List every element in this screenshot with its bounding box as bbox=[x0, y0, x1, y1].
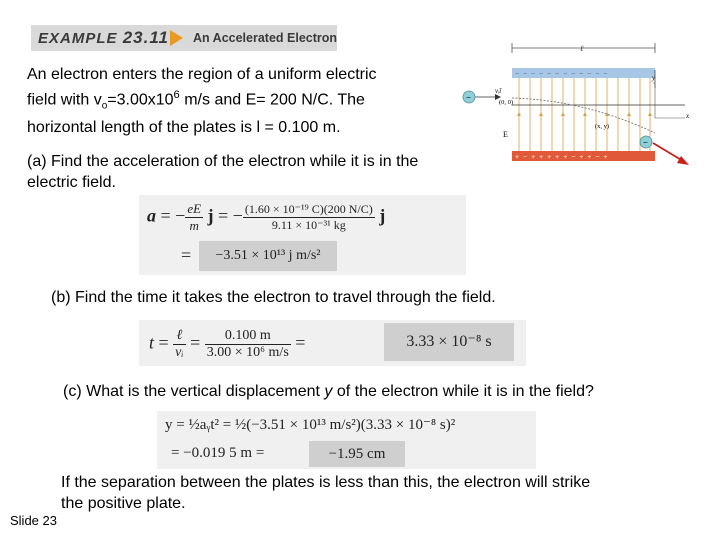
length-label: ℓ bbox=[580, 44, 584, 53]
point-label: (x, y) bbox=[595, 123, 610, 130]
displacement-equation-line1: y = ½aᵧt² = ½(−3.51 × 10¹³ m/s²)(3.33 × 10⁻⁸ s)² bbox=[165, 417, 456, 433]
example-tag: EXAMPLE 23.11 bbox=[38, 28, 169, 47]
x-axis-label: x bbox=[686, 112, 690, 120]
negative-plate-signs: − − − − − − − − − − − − bbox=[515, 71, 609, 78]
intro-line-2: field with $v_o=3.00x10^6$ m/s and E= 200 N/C. The bbox=[27, 89, 365, 112]
conclusion-text: If the separation between the plates is less than this, the electron will strike the positive plate. bbox=[61, 474, 591, 512]
banner-arrow-icon bbox=[170, 30, 183, 46]
displacement-result: −1.95 cm bbox=[309, 441, 405, 467]
acceleration-equation: a = − $\frac{eE}{m}$ j = − $\frac{\text{(1.60 × 10⁻¹⁹ C)(200 N/C)}}{\text{9.11 × 10⁻³¹ kg}}$ j = −3.51 × 10¹³ j m/s² bbox=[139, 195, 466, 275]
field-label: E bbox=[503, 130, 508, 139]
time-equation: t = $\frac{\text{ℓ}}{\text{vᵢ}}$ = $\frac{0.100 m}{\text{3.00 × 10⁶ m/s}}$ = 3.33 × 10⁻⁸ s bbox=[139, 320, 526, 366]
intro-paragraph bbox=[27, 64, 427, 138]
acceleration-equation-line1: a = − $\frac{eE}{m}$ j = − $\frac{\text{(1.60 × 10⁻¹⁹ C)(200 N/C)}}{\text{9.11 × 10⁻³¹ kg}}$ j bbox=[147, 201, 386, 233]
question-c: (c) What is the vertical displacement y of the electron while it is in the field? bbox=[63, 383, 594, 400]
example-title: An Accelerated Electron bbox=[193, 31, 338, 45]
question-a: (a) Find the acceleration of the electron while it is in the electric field. bbox=[27, 153, 419, 191]
acceleration-result: −3.51 × 10¹³ j m/s² bbox=[199, 241, 337, 271]
origin-label: (0, 0) bbox=[499, 99, 514, 106]
exit-trajectory bbox=[653, 143, 683, 161]
y-axis-label: y bbox=[652, 74, 656, 82]
electron-deflection-figure bbox=[455, 38, 695, 180]
svg-text:−: − bbox=[643, 138, 648, 147]
svg-text:−: − bbox=[466, 93, 471, 102]
displacement-equation-line2: = −0.019 5 m = bbox=[171, 445, 265, 461]
slide-number: Slide 23 bbox=[10, 513, 57, 528]
intro-line-3: horizontal length of the plates is l = 0.100 m. bbox=[27, 118, 341, 136]
question-b: (b) Find the time it takes the electron to travel through the field. bbox=[51, 289, 496, 306]
intro-line-1: An electron enters the region of a uniform electric bbox=[27, 66, 377, 83]
initial-velocity-label: vᵢî bbox=[495, 87, 502, 95]
displacement-equation bbox=[157, 411, 536, 469]
time-result: 3.33 × 10⁻⁸ s bbox=[384, 323, 514, 361]
positive-plate-signs: + − + + + + + − + + − + bbox=[515, 154, 609, 161]
